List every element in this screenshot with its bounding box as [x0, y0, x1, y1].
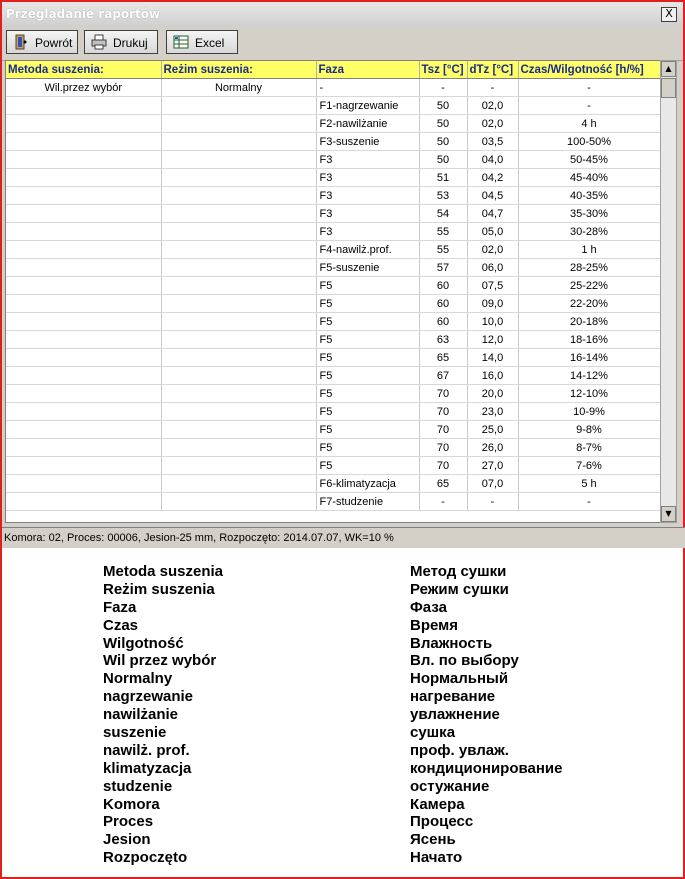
- cell-phase: F5: [316, 421, 419, 439]
- cell-dtz: 12,0: [467, 331, 518, 349]
- cell-regime: [161, 493, 316, 511]
- cell-time-moisture: 45-40%: [518, 169, 660, 187]
- cell-tsz: 60: [419, 313, 467, 331]
- cell-dtz: 16,0: [467, 367, 518, 385]
- cell-time-moisture: 40-35%: [518, 187, 660, 205]
- cell-regime: [161, 151, 316, 169]
- cell-regime: [161, 421, 316, 439]
- cell-tsz: 50: [419, 151, 467, 169]
- table-row[interactable]: [6, 169, 660, 187]
- table-header-row: [6, 61, 660, 79]
- glossary-term-russian: Процесс: [410, 813, 474, 831]
- cell-method: Wil.przez wybór: [6, 79, 161, 97]
- cell-method: [6, 97, 161, 115]
- glossary-term-russian: Начато: [410, 849, 463, 867]
- table-row[interactable]: [6, 79, 660, 97]
- glossary-term-polish: Faza: [103, 598, 137, 616]
- glossary-term-russian: Влажность: [410, 634, 493, 652]
- cell-phase: F5: [316, 295, 419, 313]
- glossary-term-russian: проф. увлаж.: [410, 741, 509, 759]
- cell-phase: F3: [316, 205, 419, 223]
- status-bar: Komora: 02, Proces: 00006, Jesion-25 mm, Rozpoczęto: 2014.07.07, WK=10 %: [2, 527, 685, 548]
- cell-phase: F7-studzenie: [316, 493, 419, 511]
- cell-tsz: 70: [419, 421, 467, 439]
- back-button-label: Powrót: [35, 36, 73, 50]
- cell-time-moisture: 50-45%: [518, 151, 660, 169]
- report-table[interactable]: [5, 60, 661, 523]
- print-button-label: Drukuj: [113, 36, 148, 50]
- cell-dtz: 04,0: [467, 151, 518, 169]
- cell-regime: [161, 133, 316, 151]
- glossary-term-polish: Rozpoczęto: [103, 849, 188, 867]
- cell-method: [6, 313, 161, 331]
- cell-phase: F5: [316, 331, 419, 349]
- cell-tsz: 55: [419, 223, 467, 241]
- scrollbar-thumb[interactable]: [661, 78, 676, 98]
- cell-tsz: -: [419, 79, 467, 97]
- cell-time-moisture: 10-9%: [518, 403, 660, 421]
- glossary-russian-column: [410, 563, 562, 867]
- cell-tsz: 57: [419, 259, 467, 277]
- cell-dtz: 10,0: [467, 313, 518, 331]
- excel-button[interactable]: [166, 30, 238, 54]
- glossary-term-polish: nawilż. prof.: [103, 741, 190, 759]
- cell-time-moisture: 7-6%: [518, 457, 660, 475]
- cell-dtz: 06,0: [467, 259, 518, 277]
- cell-time-moisture: 22-20%: [518, 295, 660, 313]
- cell-regime: [161, 295, 316, 313]
- cell-time-moisture: 35-30%: [518, 205, 660, 223]
- cell-time-moisture: 14-12%: [518, 367, 660, 385]
- cell-dtz: 09,0: [467, 295, 518, 313]
- cell-time-moisture: 12-10%: [518, 385, 660, 403]
- glossary-polish-column: [103, 563, 223, 867]
- glossary-term-russian: Фаза: [410, 598, 447, 616]
- cell-method: [6, 277, 161, 295]
- cell-phase: F5: [316, 403, 419, 421]
- table-row[interactable]: [6, 97, 660, 115]
- cell-regime: [161, 241, 316, 259]
- cell-tsz: 60: [419, 277, 467, 295]
- cell-method: [6, 421, 161, 439]
- glossary-term-polish: Reżim suszenia: [103, 580, 215, 598]
- cell-phase: F5: [316, 457, 419, 475]
- cell-method: [6, 457, 161, 475]
- cell-tsz: 65: [419, 349, 467, 367]
- cell-time-moisture: -: [518, 97, 660, 115]
- cell-regime: [161, 169, 316, 187]
- glossary-term-polish: Proces: [103, 813, 154, 831]
- table-row[interactable]: [6, 241, 660, 259]
- cell-regime: [161, 457, 316, 475]
- cell-phase: F3: [316, 223, 419, 241]
- header-tsz[interactable]: Tsz [°C]: [419, 61, 467, 79]
- cell-phase: F5: [316, 367, 419, 385]
- cell-method: [6, 367, 161, 385]
- cell-regime: [161, 349, 316, 367]
- glossary-term-polish: Normalny: [103, 670, 173, 688]
- cell-regime: [161, 277, 316, 295]
- cell-phase: F5: [316, 277, 419, 295]
- cell-phase: F3: [316, 169, 419, 187]
- glossary-term-russian: увлажнение: [410, 706, 500, 724]
- cell-regime: Normalny: [161, 79, 316, 97]
- table-row[interactable]: [6, 421, 660, 439]
- cell-regime: [161, 97, 316, 115]
- cell-method: [6, 115, 161, 133]
- cell-phase: F3: [316, 187, 419, 205]
- table-row[interactable]: [6, 313, 660, 331]
- cell-regime: [161, 439, 316, 457]
- cell-phase: F5-suszenie: [316, 259, 419, 277]
- table-row[interactable]: [6, 457, 660, 475]
- cell-tsz: 55: [419, 241, 467, 259]
- glossary-term-russian: Вл. по выбору: [410, 652, 519, 670]
- cell-time-moisture: 9-8%: [518, 421, 660, 439]
- glossary-term-polish: Komora: [103, 795, 160, 813]
- cell-regime: [161, 205, 316, 223]
- cell-dtz: 14,0: [467, 349, 518, 367]
- cell-dtz: 20,0: [467, 385, 518, 403]
- cell-method: [6, 439, 161, 457]
- cell-tsz: 67: [419, 367, 467, 385]
- cell-time-moisture: 8-7%: [518, 439, 660, 457]
- cell-regime: [161, 475, 316, 493]
- cell-dtz: -: [467, 493, 518, 511]
- cell-dtz: 23,0: [467, 403, 518, 421]
- glossary-term-polish: Metoda suszenia: [103, 563, 224, 580]
- table-row[interactable]: [6, 205, 660, 223]
- cell-tsz: 50: [419, 115, 467, 133]
- cell-regime: [161, 385, 316, 403]
- cell-method: [6, 133, 161, 151]
- back-door-icon: [13, 34, 29, 50]
- cell-time-moisture: 1 h: [518, 241, 660, 259]
- print-button[interactable]: [84, 30, 158, 54]
- table-row[interactable]: [6, 133, 660, 151]
- cell-method: [6, 169, 161, 187]
- cell-dtz: 04,5: [467, 187, 518, 205]
- table-row[interactable]: [6, 403, 660, 421]
- cell-tsz: -: [419, 493, 467, 511]
- cell-phase: F3-suszenie: [316, 133, 419, 151]
- cell-tsz: 51: [419, 169, 467, 187]
- glossary-term-russian: сушка: [410, 724, 456, 742]
- cell-dtz: 04,7: [467, 205, 518, 223]
- table-row[interactable]: [6, 223, 660, 241]
- vertical-scrollbar[interactable]: [660, 60, 677, 523]
- cell-method: [6, 223, 161, 241]
- cell-regime: [161, 313, 316, 331]
- title-bar: [2, 2, 683, 27]
- cell-regime: [161, 403, 316, 421]
- cell-dtz: 07,5: [467, 277, 518, 295]
- cell-regime: [161, 115, 316, 133]
- cell-method: [6, 331, 161, 349]
- cell-tsz: 65: [419, 475, 467, 493]
- glossary-term-polish: Czas: [103, 616, 139, 634]
- header-regime[interactable]: Reżim suszenia:: [161, 61, 316, 79]
- cell-method: [6, 187, 161, 205]
- cell-time-moisture: 20-18%: [518, 313, 660, 331]
- glossary-term-polish: Wil przez wybór: [103, 652, 217, 670]
- cell-tsz: 70: [419, 439, 467, 457]
- glossary-term-russian: кондиционирование: [410, 759, 563, 777]
- cell-time-moisture: -: [518, 493, 660, 511]
- cell-dtz: 27,0: [467, 457, 518, 475]
- glossary-term-russian: Время: [410, 616, 458, 634]
- excel-button-label: Excel: [195, 36, 225, 50]
- window-title: Przeglądanie raportów: [6, 7, 161, 21]
- cell-regime: [161, 223, 316, 241]
- cell-phase: F2-nawilżanie: [316, 115, 419, 133]
- cell-method: [6, 403, 161, 421]
- cell-method: [6, 295, 161, 313]
- cell-time-moisture: -: [518, 79, 660, 97]
- cell-method: [6, 475, 161, 493]
- glossary-term-russian: Режим сушки: [410, 580, 509, 598]
- glossary-term-polish: studzenie: [103, 777, 173, 795]
- cell-method: [6, 349, 161, 367]
- table-row[interactable]: [6, 349, 660, 367]
- header-dtz[interactable]: dTz [°C]: [467, 61, 518, 79]
- cell-tsz: 54: [419, 205, 467, 223]
- cell-tsz: 60: [419, 295, 467, 313]
- table-row[interactable]: [6, 331, 660, 349]
- header-time-moisture[interactable]: Czas/Wilgotność [h/%]: [518, 61, 660, 79]
- cell-dtz: 07,0: [467, 475, 518, 493]
- scroll-down-arrow-icon[interactable]: ▼: [661, 506, 676, 522]
- glossary-term-russian: остужание: [410, 777, 490, 795]
- table-row[interactable]: [6, 385, 660, 403]
- glossary-term-russian: Ясень: [410, 831, 456, 849]
- excel-icon: [173, 34, 189, 50]
- cell-method: [6, 205, 161, 223]
- header-phase[interactable]: Faza: [316, 61, 419, 79]
- cell-tsz: 53: [419, 187, 467, 205]
- table-row[interactable]: [6, 187, 660, 205]
- toolbar: [2, 26, 683, 61]
- glossary-term-polish: nagrzewanie: [103, 688, 194, 706]
- table-row[interactable]: [6, 115, 660, 133]
- cell-tsz: 63: [419, 331, 467, 349]
- cell-time-moisture: 100-50%: [518, 133, 660, 151]
- cell-method: [6, 493, 161, 511]
- cell-method: [6, 241, 161, 259]
- cell-phase: F6-klimatyzacja: [316, 475, 419, 493]
- cell-dtz: -: [467, 79, 518, 97]
- glossary-term-russian: нагревание: [410, 688, 496, 706]
- cell-phase: F5: [316, 385, 419, 403]
- cell-tsz: 70: [419, 385, 467, 403]
- cell-phase: F5: [316, 439, 419, 457]
- cell-time-moisture: 25-22%: [518, 277, 660, 295]
- cell-dtz: 03,5: [467, 133, 518, 151]
- cell-dtz: 02,0: [467, 241, 518, 259]
- glossary-term-polish: nawilżanie: [103, 706, 179, 724]
- header-method[interactable]: Metoda suszenia:: [6, 61, 161, 79]
- table-row[interactable]: [6, 367, 660, 385]
- glossary-term-russian: Камера: [410, 795, 465, 813]
- cell-method: [6, 385, 161, 403]
- glossary-term-russian: Нормальный: [410, 670, 509, 688]
- cell-phase: F5: [316, 349, 419, 367]
- table-row[interactable]: [6, 475, 660, 493]
- cell-time-moisture: 18-16%: [518, 331, 660, 349]
- glossary-term-polish: klimatyzacja: [103, 759, 192, 777]
- scroll-up-arrow-icon[interactable]: ▲: [661, 61, 676, 77]
- table-row[interactable]: [6, 151, 660, 169]
- cell-phase: F4-nawilż.prof.: [316, 241, 419, 259]
- glossary-term-polish: suszenie: [103, 724, 167, 742]
- cell-time-moisture: 5 h: [518, 475, 660, 493]
- back-button[interactable]: [6, 30, 78, 54]
- cell-regime: [161, 367, 316, 385]
- cell-dtz: 02,0: [467, 115, 518, 133]
- cell-phase: -: [316, 79, 419, 97]
- cell-dtz: 02,0: [467, 97, 518, 115]
- table-row[interactable]: [6, 295, 660, 313]
- cell-time-moisture: 30-28%: [518, 223, 660, 241]
- cell-tsz: 70: [419, 457, 467, 475]
- cell-regime: [161, 259, 316, 277]
- cell-tsz: 50: [419, 133, 467, 151]
- cell-method: [6, 259, 161, 277]
- close-button[interactable]: X: [661, 7, 677, 22]
- cell-method: [6, 151, 161, 169]
- glossary-term-polish: Wilgotność: [103, 634, 184, 652]
- cell-tsz: 70: [419, 403, 467, 421]
- cell-dtz: 25,0: [467, 421, 518, 439]
- table-row[interactable]: [6, 259, 660, 277]
- cell-time-moisture: 28-25%: [518, 259, 660, 277]
- cell-time-moisture: 4 h: [518, 115, 660, 133]
- table-row[interactable]: [6, 439, 660, 457]
- cell-regime: [161, 187, 316, 205]
- cell-phase: F5: [316, 313, 419, 331]
- cell-tsz: 50: [419, 97, 467, 115]
- cell-time-moisture: 16-14%: [518, 349, 660, 367]
- cell-regime: [161, 331, 316, 349]
- cell-dtz: 04,2: [467, 169, 518, 187]
- table-row[interactable]: [6, 493, 660, 511]
- printer-icon: [91, 34, 107, 50]
- report-viewer-window: [2, 2, 683, 547]
- cell-dtz: 26,0: [467, 439, 518, 457]
- cell-dtz: 05,0: [467, 223, 518, 241]
- glossary-term-russian: Метод сушки: [410, 563, 507, 580]
- table-row[interactable]: [6, 277, 660, 295]
- glossary-term-polish: Jesion: [103, 831, 151, 849]
- cell-phase: F1-nagrzewanie: [316, 97, 419, 115]
- cell-phase: F3: [316, 151, 419, 169]
